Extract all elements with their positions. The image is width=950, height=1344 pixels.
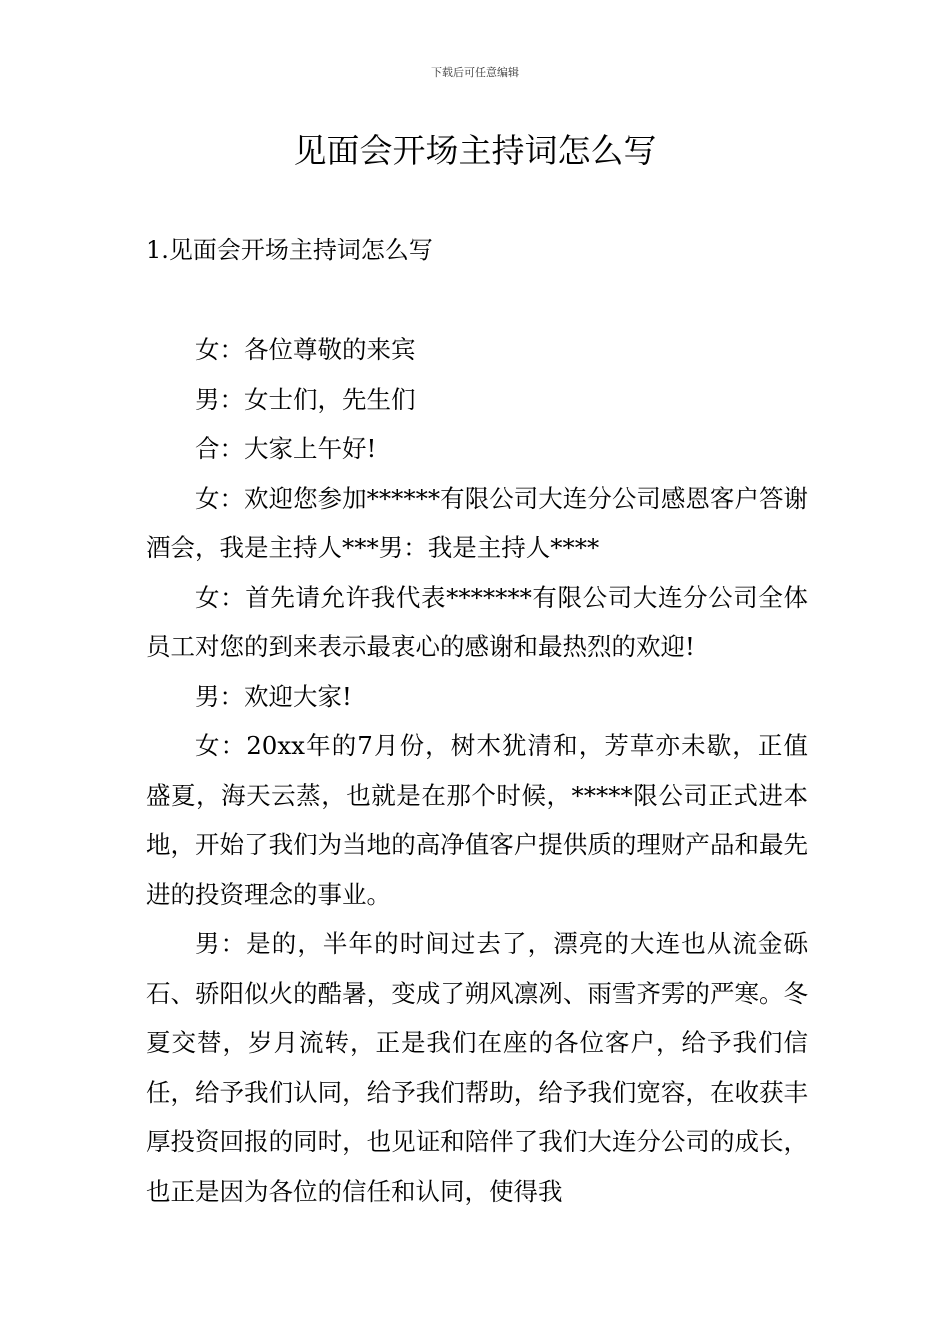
paragraph: 女：欢迎您参加******有限公司大连分公司感恩客户答谢酒会，我是主持人***男：我是主持人**** [146,483,808,562]
section-heading: 1.见面会开场主持词怎么写 [146,236,433,264]
paragraph: 女：20xx年的7月份，树木犹清和，芳草亦未歇，正值盛夏，海天云蒸，也就是在那个时候，*****限公司正式进本地，开始了我们为当地的高净值客户提供质的理财产品和最先进的投资理念的事业。 [146,731,808,909]
paragraph: 男：欢迎大家! [195,681,352,711]
paragraph: 男：女士们，先生们 [195,384,416,414]
document-title: 见面会开场主持词怎么写 [293,131,657,170]
paragraph: 男：是的，半年的时间过去了，漂亮的大连也从流金砾石、骄阳似火的酷暑，变成了朔风凛冽、雨雪齐雱的严寒。冬夏交替，岁月流转，正是我们在座的各位客户，给予我们信任，给予我们认同，给予我们帮助，给予我们宽容，在收获丰厚投资回报的同时，也见证和陪伴了我们大连分公司的成长，也正是因为各位的信任和认同，使得我 [146,929,808,1206]
paragraph: 女：各位尊敬的来宾 [195,335,416,364]
paragraph: 合：大家上午好! [195,434,377,463]
header-note: 下载后可任意编辑 [431,66,519,79]
body-text [146,325,808,1216]
paragraph: 女：首先请允许我代表*******有限公司大连分公司全体员工对您的到来表示最衷心的感谢和最热烈的欢迎! [146,582,808,661]
